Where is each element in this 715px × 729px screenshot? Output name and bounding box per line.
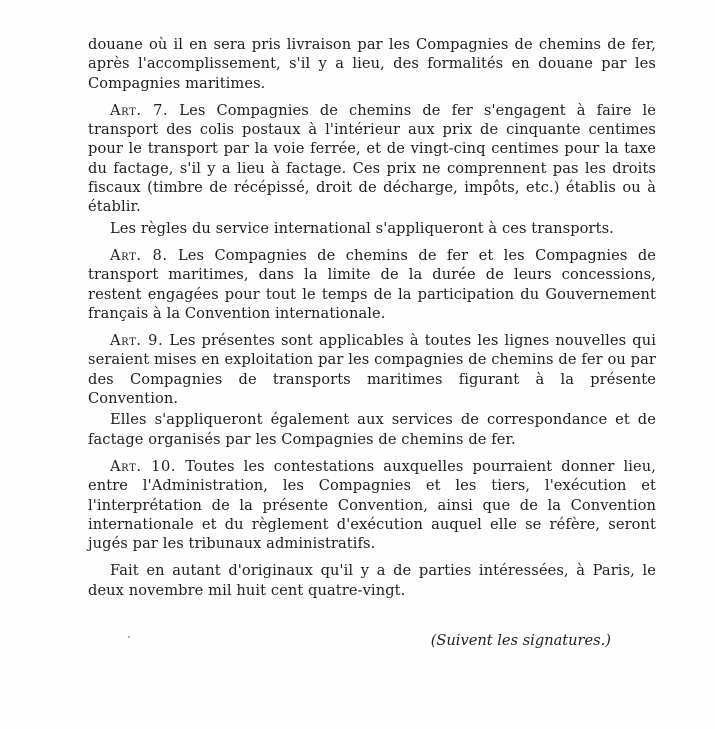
article-9-text: Les présentes sont applicables à toutes les lignes nouvelles qui seraient mises en exploitation par les compagnies de chemins de fer ou par des Compagnies de transports maritimes figurant à la présente Convention. — [88, 332, 656, 408]
opening-paragraph — [88, 35, 656, 93]
article-9-label: Art. 9. — [110, 332, 164, 350]
article-7-text: Les Compagnies de chemins de fer s'engagent à faire le transport des colis postaux à l'intérieur aux prix de cinquante centimes pour le transport par la voie ferrée, et de vingt-cinq centimes pour la taxe du factage, s'il y a lieu à factage. Ces prix ne comprennent pas les droits fiscaux (timbre de récépissé, droit de décharge, impôts, etc.) établis ou à établir. — [88, 101, 656, 216]
signatures-note: (Suivent les signatures.) — [430, 632, 611, 649]
article-8-text: Les Compagnies de chemins de fer et les Compagnies de transport maritimes, dans la limite de la durée de leurs concessions, restent engagées pour tout le temps de la participation du Gouvernement français à la Convention internationale. — [88, 246, 657, 322]
closing-paragraph — [88, 561, 656, 600]
article-7-paragraph-2 — [88, 219, 656, 238]
article-7-label: Art. 7. — [110, 101, 169, 119]
article-9-paragraph-2 — [88, 410, 656, 449]
article-10-label: Art. 10. — [110, 457, 177, 475]
article-9-text-2: Elles s'appliqueront également aux services de correspondance et de factage organisés par les Compagnies de chemins de fer. — [88, 411, 656, 448]
article-8-label: Art. 8. — [110, 246, 168, 264]
closing-text: Fait en autant d'originaux qu'il y a de parties intéressées, à Paris, le deux novembre mil huit cent quatre-vingt. — [88, 562, 656, 599]
article-10-text: Toutes les contestations auxquelles pourraient donner lieu, entre l'Administration, les Compagnies et les tiers, l'exécution et l'interprétation de la présente Convention, ainsi que de la Convention internationale et du règlement d'exécution auquel elle se réfère, seront jugés par les tribunaux administratifs. — [88, 457, 656, 553]
article-10-paragraph-1 — [88, 457, 656, 553]
article-8-paragraph-1 — [88, 246, 656, 323]
article-7-text-2: Les règles du service international s'appliqueront à ces transports. — [110, 219, 614, 237]
opening-paragraph-text: douane où il en sera pris livraison par les Compagnies de chemins de fer, après l'accomplissement, s'il y a lieu, des formalités en douane par les Compagnies maritimes. — [88, 36, 656, 92]
article-7-paragraph-1 — [88, 101, 656, 217]
article-9-paragraph-1 — [88, 331, 656, 408]
document-body — [88, 35, 656, 600]
ink-speck — [128, 636, 130, 638]
